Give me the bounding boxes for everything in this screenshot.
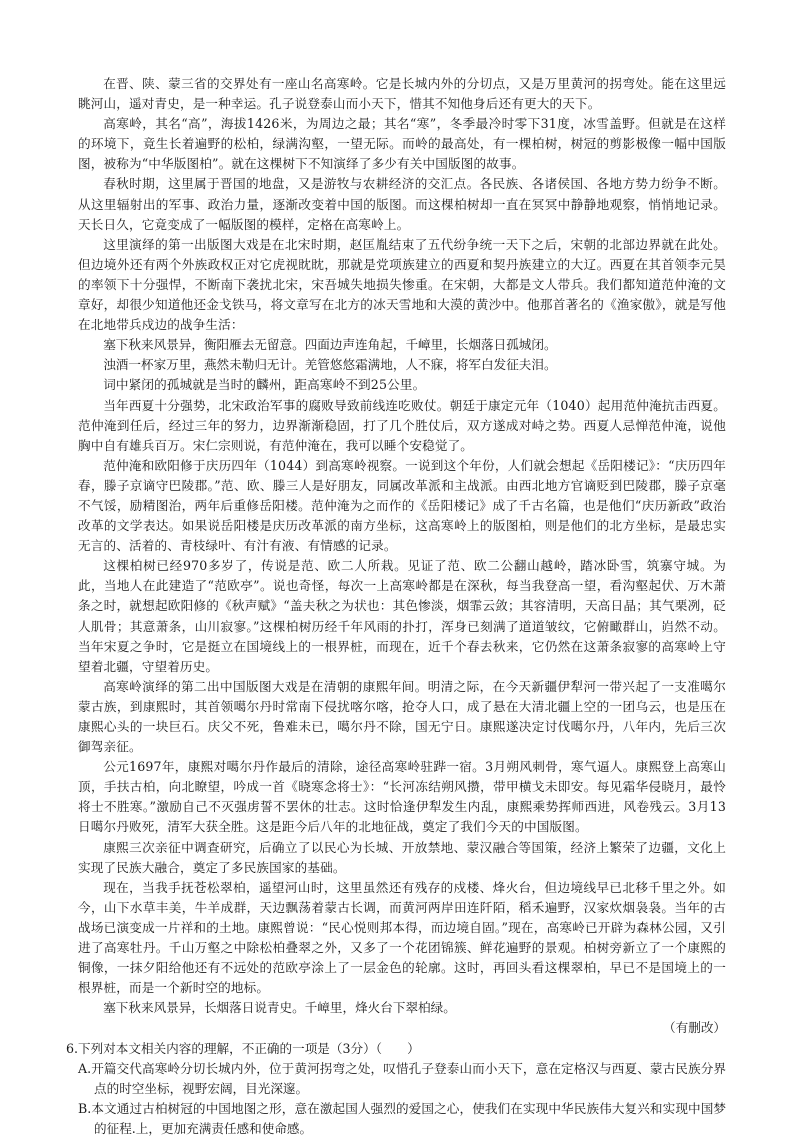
article-paragraph: 康熙三次亲征中调查研究，后确立了以民心为长城、开放禁地、蒙汉融合等国策，经济上繁荣了边疆，文化上实现了民族大融合，奠定了多民族国家的基础。 <box>78 839 726 875</box>
article-paragraph: 范仲淹和欧阳修于庆历四年（1044）到高寒岭视察。一说到这个年份，人们就会想起《岳阳楼记》：“庆历四年春，滕子京谪守巴陵郡。”范、欧、滕三人是好朋友，同属改革派和主战派。由西北地方官谪贬到巴陵郡，滕子京毫不气馁，励精图治，两年后重修岳阳楼。范仲淹为之而作的《岳阳楼记》成了千古名篇，也是他们“庆历新政”政治改革的文学表达。如果说岳阳楼是庆历改革派的南方坐标，这高寒岭上的版图柏，则是他们的北方坐标，是最忠实无言的、活着的、青枝绿叶、有汁有液、有情感的记录。 <box>78 457 726 554</box>
article-paragraph: 这里演绎的第一出版图大戏是在北宋时期，赵匡胤结束了五代纷争统一天下之后，宋朝的北部边界就在此处。但边境外还有两个外族政权正对它虎视眈眈，那就是党项族建立的西夏和契丹族建立的大辽。西夏在其首领李元昊的率领下十分强悍，不断南下袭扰北宋，宋吾城失地损失惨重。在宋朝，大都是文人带兵。我们都知道范仲淹的文章好，却很少知道他还金戈铁马，将文章写在北方的冰天雪地和大漠的黄沙中。他那首著名的《渔家傲》，就是写他在北地带兵戍边的战争生活： <box>78 236 726 333</box>
source-note: （有删改） <box>663 1020 726 1036</box>
article-paragraph: 公元1697年，康熙对噶尔丹作最后的清除，途径高寒岭驻跸一宿。3月朔风刺骨，寒气逼人。康熙登上高寒山顶，手扶古柏，向北瞭望，吟成一首《晓寒念将士》：“长河冻结朔风攒，带甲横戈未即安。每见霜华侵晓月，最怜将士不胜寒。”激励自己不灭强虏誓不罢休的壮志。这时恰逢伊犁发生内乱，康熙乘势挥师西进，风卷残云。3月13日噶尔丹败死，清军大获全胜。这是距今后八年的北地征战，奠定了我们今天的中国版图。 <box>78 759 726 835</box>
exam-page <box>66 74 726 1139</box>
question-block <box>66 1039 726 1139</box>
answer-option: A.开篇交代高寒岭分切长城内外，位于黄河拐弯之处，叹惜孔子登泰山而小天下，意在定格汉与西夏、蒙古民族分界点的时空坐标，视野宏阔，目光深邃。 <box>78 1060 726 1096</box>
answer-option: B.本文通过古柏树冠的中国地图之形，意在激起国人强烈的爱国之心，使我们在实现中华民族伟大复兴和实现中国梦的征程.上，更加充满责任感和使命感。 <box>78 1100 726 1136</box>
article-paragraph: 高寒岭，其名“高”，海拔1426米，为周边之最；其名“寒”，冬季最冷时零下31度，冰雪盖野。但就是在这样的环境下，竟生长着遍野的松柏，绿满沟壑，一望无际。而岭的最高处，有一棵柏树，树冠的剪影极像一幅中国版图，被称为“中华版图柏”。就在这棵树下不知演绎了多少有关中国版图的故事。 <box>78 116 726 172</box>
article-paragraph: 现在，当我手抚苍松翠柏，遥望河山时，这里虽然还有残存的戍楼、烽火台，但边境线早已北移千里之外。如今，山下水草丰美，牛羊成群，天边飘荡着蒙古长调，而黄河两岸田连阡陌，稻禾遍野，汉家炊烟袅袅。当年的古战场已演变成一片祥和的土地。康熙曾说：“民心悦则邦本得，而边境自固。”现在，高寒岭已开辟为森林公园，又引进了高寒牡丹。千山万壑之中除松柏叠翠之外，又多了一个花团锦簇、鲜花遍野的景观。柏树旁新立了一个康熙的铜像，一抹夕阳给他还有不远处的范欧亭涂上了一层金色的轮廓。这时，再回头看这棵翠柏，早已不是国境上的一根界桩，而是一个新时空的地标。 <box>78 879 726 996</box>
poem-line: 浊酒一杯家万里，燕然未勒归无计。羌管悠悠霜满地，人不寐，将军白发征夫泪。 <box>103 357 557 373</box>
article-paragraph: 春秋时期，这里属于晋国的地盘，又是游牧与农耕经济的交汇点。各民族、各诸侯国、各地方势力纷争不断。从这里辐射出的军事、政治力量，逐渐改变着中国的版图。而这棵柏树却一直在冥冥中静静地观察，悄悄地记录。天长日久，它竟变成了一幅版图的模样，定格在高寒岭上。 <box>78 176 726 232</box>
article-paragraph: 高寒岭演绎的第二出中国版图大戏是在清朝的康熙年间。明清之际，在今天新疆伊犁河一带兴起了一支准噶尔蒙古族，到康熙时，其首领噶尔丹时常南下侵扰喀尔喀，抢夺人口，成了悬在大清北疆上空的一团乌云，也是压在康熙心头的一块巨石。庆父不死，鲁难未已，噶尔丹不除，国无宁日。康熙遂决定讨伐噶尔丹，八年内，先后三次御驾亲征。 <box>78 678 726 755</box>
article-paragraph: 当年西夏十分强势，北宋政治军事的腐败导致前线连吃败仗。朝廷于康定元年（1040）起用范仲淹抗击西夏。范仲淹到任后，经过三年的努力，边界渐渐稳固，打了几个胜仗后，双方遂成对峙之势。西夏人忌惮范仲淹，说他胸中自有雄兵百万。宋仁宗则说，有范仲淹在，我可以睡个安稳觉了。 <box>78 397 726 453</box>
article-paragraph: 在晋、陕、蒙三省的交界处有一座山名高寒岭。它是长城内外的分切点，又是万里黄河的拐弯处。能在这里远眺河山，遥对青史，是一种幸运。孔子说登泰山而小天下，惜其不知他身后还有更大的天下。 <box>78 76 726 112</box>
poem-line: 塞下秋来风景异，衡阳雁去无留意。四面边声连角起，千嶂里，长烟落日孤城闭。 <box>103 337 557 353</box>
article-paragraph: 词中紧闭的孤城就是当时的麟州，距高寒岭不到25公里。 <box>103 377 426 393</box>
article-paragraph: 这棵柏树已经970多岁了，传说是范、欧二人所栽。见证了范、欧二公翻山越岭，踏冰卧雪，筑寨守城。为此，当地人在此建造了“范欧亭”。说也奇怪，每次一上高寒岭都是在深秋，每当我登高一望，看沟壑起伏、万木萧条之时，就想起欧阳修的《秋声赋》“盖夫秋之为状也：其色惨淡，烟霏云敛；其容清明，天高日晶；其气栗冽，砭人肌骨；其意萧条，山川寂寥。”这棵柏树历经千年风雨的扑打，浑身已刻满了道道皱纹，它俯瞰群山，岿然不动。当年宋夏之争时，它是挺立在国境线上的一根界桩，而现在，近千个春去秋来，它仍然在这萧条寂寥的高寒岭上守望着北疆，守望着历史。 <box>78 558 726 674</box>
article-body <box>78 74 726 1039</box>
closing-line: 塞下秋来风景异，长烟落日说青史。千嶂里，烽火台下翠柏绿。 <box>103 1000 456 1016</box>
question-stem: 6.下列对本文相关内容的理解，不正确的一项是（3分）（ ） <box>66 1040 420 1056</box>
